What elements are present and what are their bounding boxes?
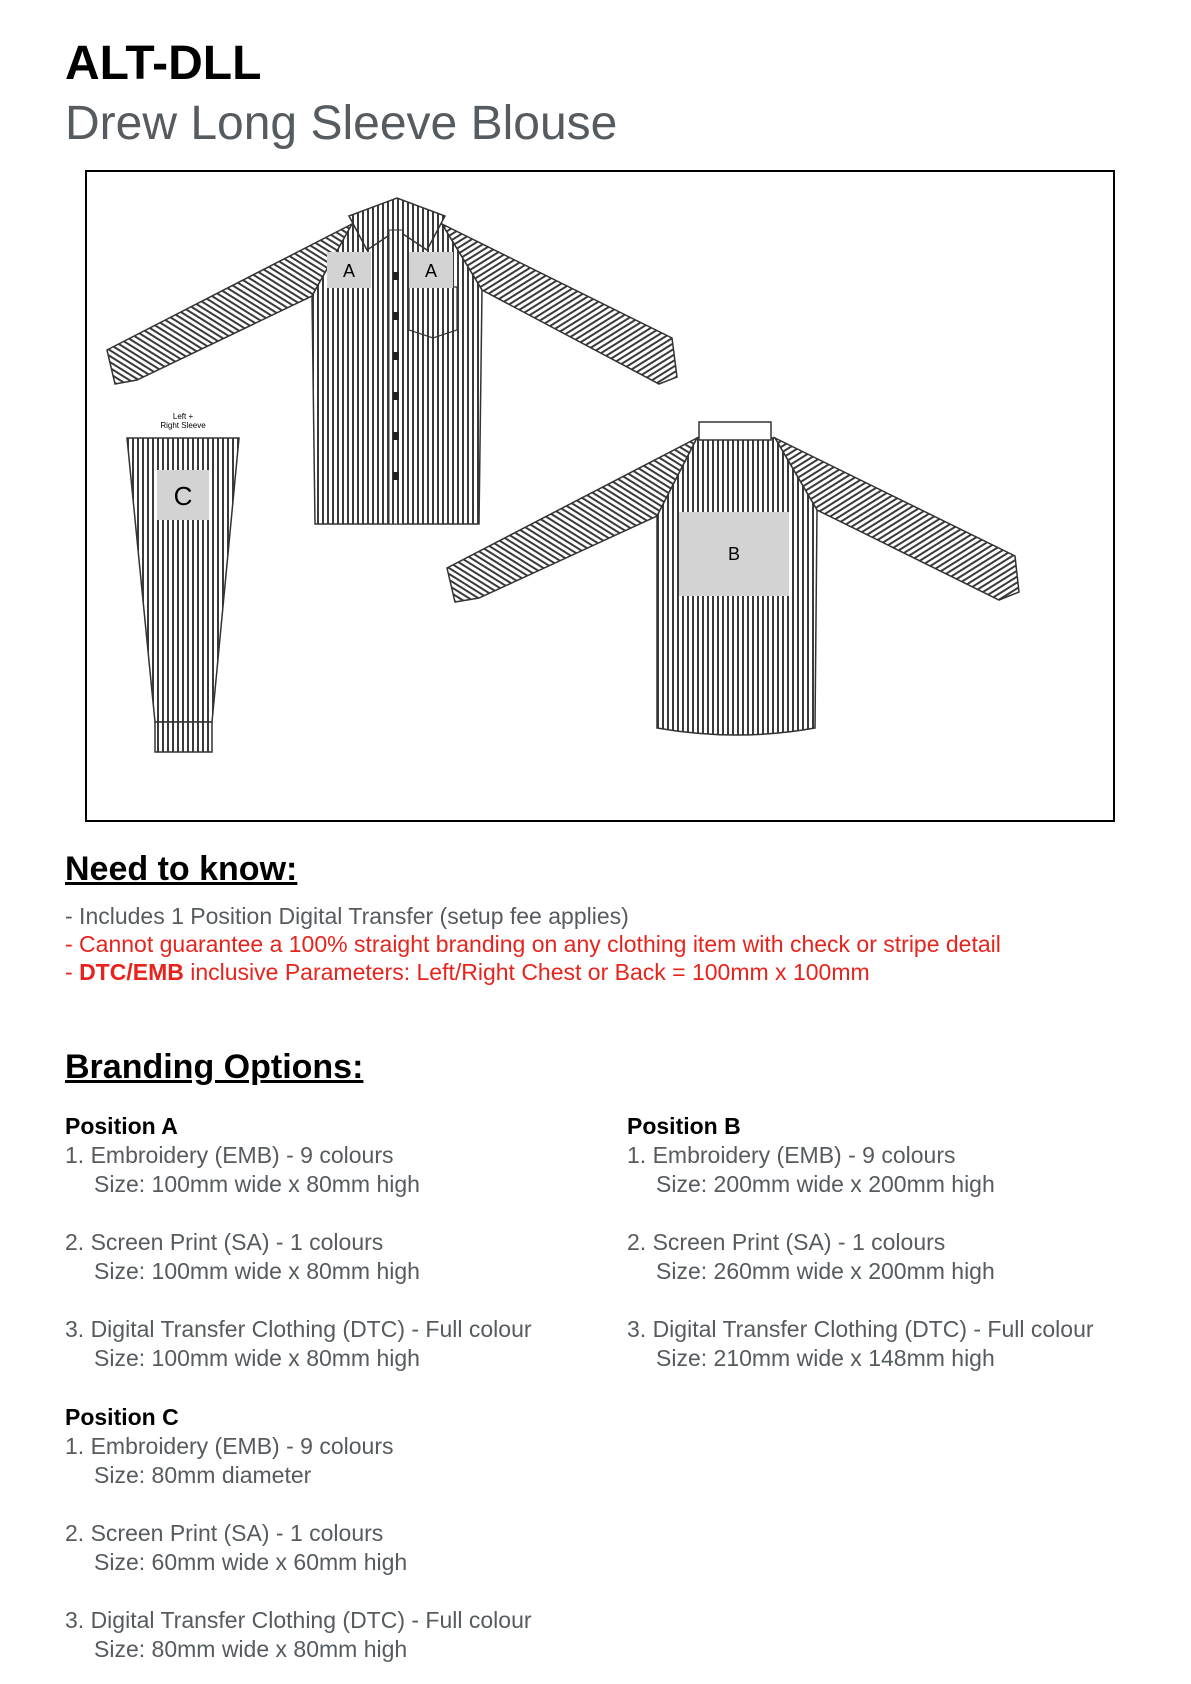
position-b-section xyxy=(627,1112,1094,1373)
garment-diagram xyxy=(85,170,1115,822)
position-a-title: Position A xyxy=(65,1113,178,1139)
zone-a-right-label: A xyxy=(424,261,438,281)
option-name: 3. Digital Transfer Clothing (DTC) - Full colour xyxy=(65,1316,532,1342)
option-size: Size: 60mm wide x 60mm high xyxy=(94,1549,408,1575)
option-size: Size: 200mm wide x 200mm high xyxy=(656,1171,995,1197)
position-c-section xyxy=(65,1403,532,1664)
back-shirt xyxy=(447,422,1019,735)
option-size: Size: 100mm wide x 80mm high xyxy=(94,1345,420,1371)
option-size: Size: 100mm wide x 80mm high xyxy=(94,1171,420,1197)
option-name: 1. Embroidery (EMB) - 9 colours xyxy=(65,1433,394,1459)
position-a-option xyxy=(65,1228,532,1286)
option-name: 1. Embroidery (EMB) - 9 colours xyxy=(65,1142,394,1168)
option-size: Size: 80mm wide x 80mm high xyxy=(94,1636,408,1662)
note-setup-fee: - Includes 1 Position Digital Transfer (setup fee applies) xyxy=(65,903,629,929)
option-name: 1. Embroidery (EMB) - 9 colours xyxy=(627,1142,956,1168)
garment-illustration xyxy=(87,172,1117,824)
need-to-know-heading: Need to know: xyxy=(65,850,298,888)
product-code: ALT-DLL xyxy=(65,37,262,90)
sleeve-caption-line1: Left + xyxy=(172,412,194,421)
position-b-option xyxy=(627,1315,1094,1373)
sleeve-caption-line2: Right Sleeve xyxy=(160,421,206,430)
position-a-section xyxy=(65,1112,532,1373)
position-b-title: Position B xyxy=(627,1113,741,1139)
zone-c-label: C xyxy=(173,481,193,511)
option-name: 3. Digital Transfer Clothing (DTC) - Full colour xyxy=(627,1316,1094,1342)
option-name: 2. Screen Print (SA) - 1 colours xyxy=(65,1520,384,1546)
note-parameters-prefix: - xyxy=(65,959,80,985)
position-c-option xyxy=(65,1519,532,1577)
option-name: 3. Digital Transfer Clothing (DTC) - Full colour xyxy=(65,1607,532,1633)
product-name: Drew Long Sleeve Blouse xyxy=(65,97,618,150)
position-c-option xyxy=(65,1432,532,1490)
option-size: Size: 100mm wide x 80mm high xyxy=(94,1258,420,1284)
sleeve-view xyxy=(127,412,239,752)
option-name: 2. Screen Print (SA) - 1 colours xyxy=(627,1229,946,1255)
position-b-option xyxy=(627,1141,1094,1199)
note-parameters-bold: DTC/EMB xyxy=(79,959,184,985)
position-c-option xyxy=(65,1606,532,1664)
option-size: Size: 80mm diameter xyxy=(94,1462,312,1488)
front-pocket xyxy=(409,287,457,338)
option-name: 2. Screen Print (SA) - 1 colours xyxy=(65,1229,384,1255)
option-size: Size: 210mm wide x 148mm high xyxy=(656,1345,995,1371)
zone-b-label: B xyxy=(727,544,741,564)
position-c-title: Position C xyxy=(65,1404,179,1430)
position-b-option xyxy=(627,1228,1094,1286)
position-a-option xyxy=(65,1141,532,1199)
back-collar xyxy=(699,422,771,440)
position-a-option xyxy=(65,1315,532,1373)
note-stripe-warning: - Cannot guarantee a 100% straight branding on any clothing item with check or stripe detail xyxy=(65,931,1001,957)
option-size: Size: 260mm wide x 200mm high xyxy=(656,1258,995,1284)
need-to-know-list xyxy=(65,902,1001,986)
zone-a-left-label: A xyxy=(342,261,356,281)
note-parameters-rest: inclusive Parameters: Left/Right Chest or Back = 100mm x 100mm xyxy=(183,959,870,985)
sleeve-cuff xyxy=(155,722,212,752)
note-parameters xyxy=(65,958,1001,986)
branding-options-heading: Branding Options: xyxy=(65,1048,364,1086)
